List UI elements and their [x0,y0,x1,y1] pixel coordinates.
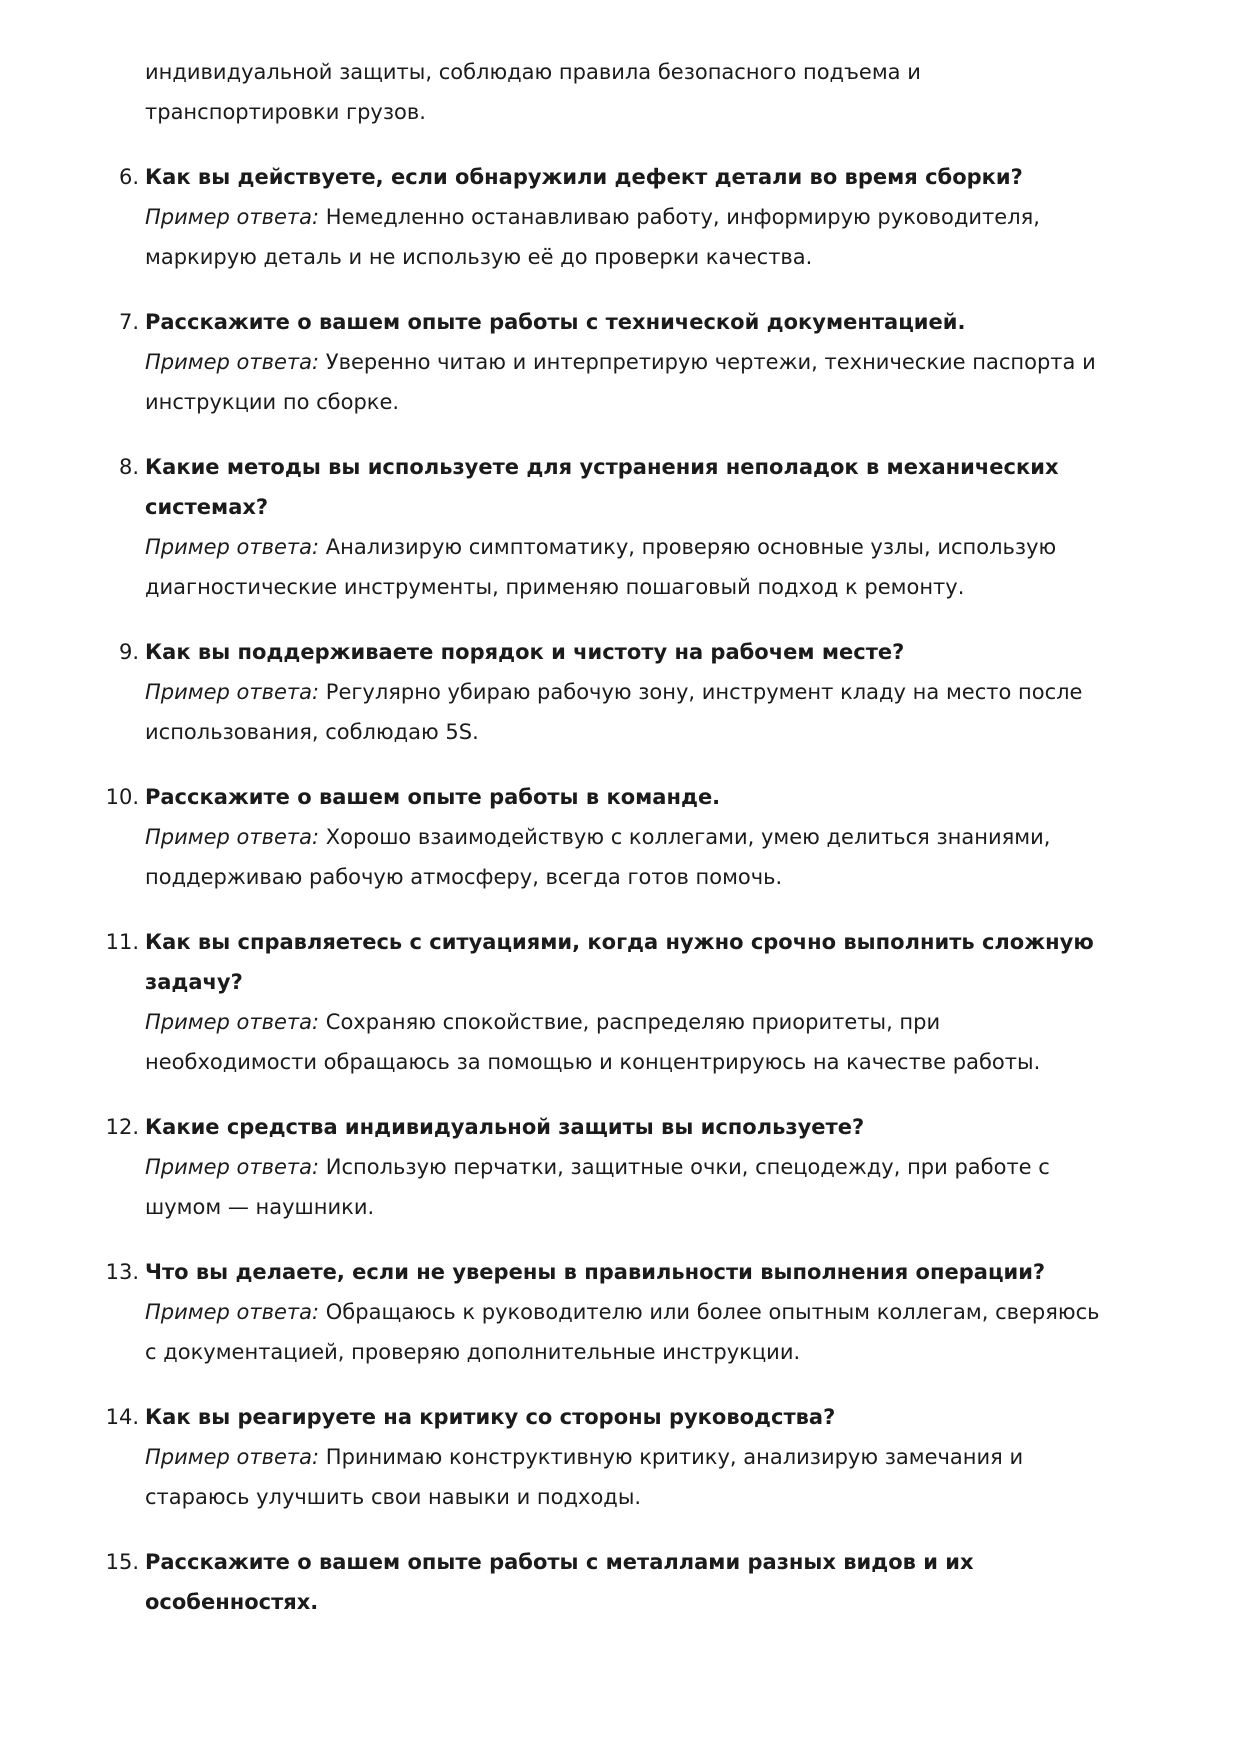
question-item [0,157,1239,277]
question-text: Как вы действуете, если обнаружили дефект детали во время сборки? [145,165,1023,189]
answer-text: шумом — наушники. [145,1195,375,1219]
answer-text: инструкции по сборке. [145,390,400,414]
question-text: Какие методы вы используете для устранения неполадок в механических [145,455,1059,479]
answer-text [145,197,1239,237]
answer-text [145,342,1239,382]
answer-label: Пример ответа: [145,680,320,704]
answer-label: Пример ответа: [145,1155,320,1179]
item-number: 6. [118,165,139,189]
answer-line: Регулярно убираю рабочую зону, инструмент кладу на место после [325,680,1083,704]
answer-text: использования, соблюдаю 5S. [145,720,479,744]
answer-text: поддерживаю рабочую атмосферу, всегда готов помочь. [145,865,783,889]
answer-text [145,1437,1239,1477]
answer-label: Пример ответа: [145,535,320,559]
question-list [0,157,1239,1622]
item-number: 9. [118,640,139,664]
item-number: 11. [105,930,139,954]
answer-label: Пример ответа: [145,1010,320,1034]
answer-line: Уверенно читаю и интерпретирую чертежи, технические паспорта и [325,350,1096,374]
answer-text [145,1292,1239,1332]
answer-text: с документацией, проверяю дополнительные инструкции. [145,1340,801,1364]
question-text: Расскажите о вашем опыте работы с металлами разных видов и их [145,1550,974,1574]
question-item [0,922,1239,1082]
answer-label: Пример ответа: [145,1300,320,1324]
question-item [0,1542,1239,1622]
item-number: 8. [118,455,139,479]
question-item [0,1252,1239,1372]
item-number: 14. [105,1405,139,1429]
answer-text [145,527,1239,567]
question-item [0,777,1239,897]
answer-text [145,672,1239,712]
question-text: особенностях. [145,1590,319,1614]
answer-text: диагностические инструменты, применяю пошаговый подход к ремонту. [145,575,965,599]
answer-label: Пример ответа: [145,1445,320,1469]
answer-text [145,1147,1239,1187]
answer-label: Пример ответа: [145,350,320,374]
text-line: транспортировки грузов. [145,100,426,124]
question-text: задачу? [145,970,243,994]
answer-text [145,1002,1239,1042]
question-item [0,1107,1239,1227]
item-number: 15. [105,1550,139,1574]
item-number: 10. [105,785,139,809]
answer-text: стараюсь улучшить свои навыки и подходы. [145,1485,642,1509]
answer-text: необходимости обращаюсь за помощью и концентрируюсь на качестве работы. [145,1050,1041,1074]
question-text: Какие средства индивидуальной защиты вы используете? [145,1115,865,1139]
answer-text: маркирую деталь и не использую её до проверки качества. [145,245,813,269]
question-item [0,302,1239,422]
answer-line: Использую перчатки, защитные очки, спецодежду, при работе с [325,1155,1050,1179]
item-number: 12. [105,1115,139,1139]
question-text: Как вы справляетесь с ситуациями, когда нужно срочно выполнить сложную [145,930,1094,954]
item-number: 7. [118,310,139,334]
question-text: Расскажите о вашем опыте работы в команде. [145,785,721,809]
question-item [0,632,1239,752]
text-line: индивидуальной защиты, соблюдаю правила безопасного подъема и [145,60,921,84]
answer-text [145,817,1239,857]
question-item [0,1397,1239,1517]
question-text: Как вы поддерживаете порядок и чистоту на рабочем месте? [145,640,905,664]
answer-line: Принимаю конструктивную критику, анализирую замечания и [325,1445,1024,1469]
document-page [0,52,1239,1622]
answer-line: Сохраняю спокойствие, распределяю приоритеты, при [325,1010,941,1034]
question-item [0,447,1239,607]
question-text: системах? [145,495,269,519]
question-text: Что вы делаете, если не уверены в правильности выполнения операции? [145,1260,1046,1284]
answer-line: Обращаюсь к руководителю или более опытным коллегам, сверяюсь [325,1300,1100,1324]
question-text: Как вы реагируете на критику со стороны руководства? [145,1405,836,1429]
question-text: Расскажите о вашем опыте работы с технической документацией. [145,310,966,334]
answer-line: Немедленно останавливаю работу, информирую руководителя, [325,205,1040,229]
answer-label: Пример ответа: [145,825,320,849]
answer-line: Анализирую симптоматику, проверяю основные узлы, использую [325,535,1057,559]
previous-item-continuation [0,52,1239,132]
answer-line: Хорошо взаимодействую с коллегами, умею делиться знаниями, [325,825,1051,849]
item-number: 13. [105,1260,139,1284]
answer-label: Пример ответа: [145,205,320,229]
